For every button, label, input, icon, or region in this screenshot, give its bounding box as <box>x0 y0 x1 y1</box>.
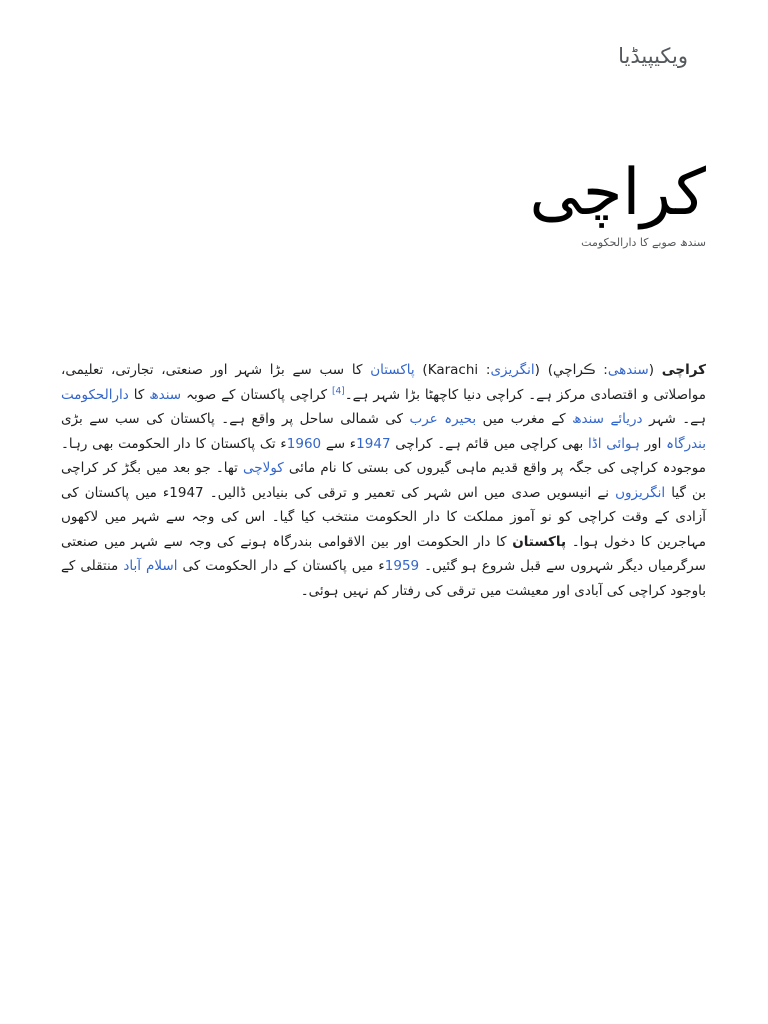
article-link[interactable]: ہوائی اڈا <box>587 435 640 452</box>
article-link[interactable]: بحیرہ عرب <box>409 411 477 427</box>
page-title: کراچی <box>529 156 706 230</box>
bold-term: پاکستان <box>512 533 567 550</box>
page-subtitle: سندھ صوبے کا دارالحکومت <box>581 236 706 249</box>
title-block <box>530 150 706 249</box>
lead-paragraph <box>61 358 706 603</box>
article-link[interactable]: سندھی <box>607 362 649 378</box>
text-run: کا دار الحکومت اور بین الاقوامی بندرگاہ ہونے کی وجہ سے شہر میں صنعتی سرگرمیاں دیگر شہروں سے قبل شروع ہو گئیں۔ <box>61 533 706 574</box>
bold-term: کراچی <box>661 362 706 378</box>
text-run: نے انیسویں صدی میں اس شہر کی تعمیر و ترقی کی بنیادیں ڈالیں۔ 1947ء میں پاکستان کی آزادی کے وقت کراچی کو نو آموز مملکت کا دار الحکومت منتخب کیا گیا۔ اس کی وجہ سے شہر میں لاکھوں مہاجرین کا دخول ہوا۔ <box>61 484 706 550</box>
article-link[interactable]: سندھ <box>149 386 182 403</box>
text-run: کا سب سے بڑا شہر اور صنعتی، تجارتی، تعلیمی، مواصلاتی و اقتصادی مرکز ہے۔ کراچی دنیا کاچھٹا بڑا شہر ہے۔ <box>61 362 706 403</box>
article-link[interactable]: دریائے سندھ <box>572 411 643 427</box>
wikipedia-wordmark[interactable]: ویکیپیڈیا <box>618 44 688 68</box>
reference-link[interactable]: [4] <box>331 386 345 396</box>
text-run: کا <box>128 386 150 403</box>
text-run: : ڪراچي) ( <box>534 362 608 378</box>
text-run: تھا۔ جو بعد میں بگڑ کر کراچی بن گیا <box>61 460 706 501</box>
text-run: : Karachi) <box>414 362 491 378</box>
text-run: ( <box>648 362 662 378</box>
article-link[interactable]: انگریزی <box>490 362 535 378</box>
article-link[interactable]: بندرگاہ <box>666 435 707 452</box>
text-run: بھی کراچی میں قائم ہے۔ کراچی <box>390 435 588 452</box>
text-run: کے مغرب میں <box>476 411 573 427</box>
article-link[interactable]: دارالحکومت <box>61 386 129 403</box>
article-body <box>61 358 706 603</box>
text-run: ء تک پاکستان کا دار الحکومت بھی رہا۔ موجودہ کراچی کی جگہ پر واقع قدیم ماہی گیروں کی بستی کا نام مائی <box>61 435 707 476</box>
article-link[interactable]: 1947 <box>356 435 391 452</box>
text-run: ء میں پاکستان کے دار الحکومت کی <box>177 558 385 574</box>
text-run: منتقلی کے باوجود کراچی کی آبادی اور معیشت میں ترقی کی رفتار کم نہیں ہوئی۔ <box>61 558 706 599</box>
article-link[interactable]: پاکستان <box>370 362 415 378</box>
text-run: اور <box>639 435 667 452</box>
article-link[interactable]: کولاچی <box>243 460 284 476</box>
article-link[interactable]: اسلام آباد <box>123 558 178 574</box>
text-run: کراچی پاکستان کے صوبہ <box>181 386 332 403</box>
article-link[interactable]: 1959 <box>384 558 420 574</box>
text-run: ہے۔ شہر <box>642 411 707 427</box>
article-link[interactable]: 1960 <box>286 435 322 452</box>
text-run: کی شمالی ساحل پر واقع ہے۔ پاکستان کی سب سے بڑی <box>61 411 410 427</box>
text-run: ء سے <box>321 435 357 452</box>
article-link[interactable]: انگریزوں <box>615 484 666 501</box>
